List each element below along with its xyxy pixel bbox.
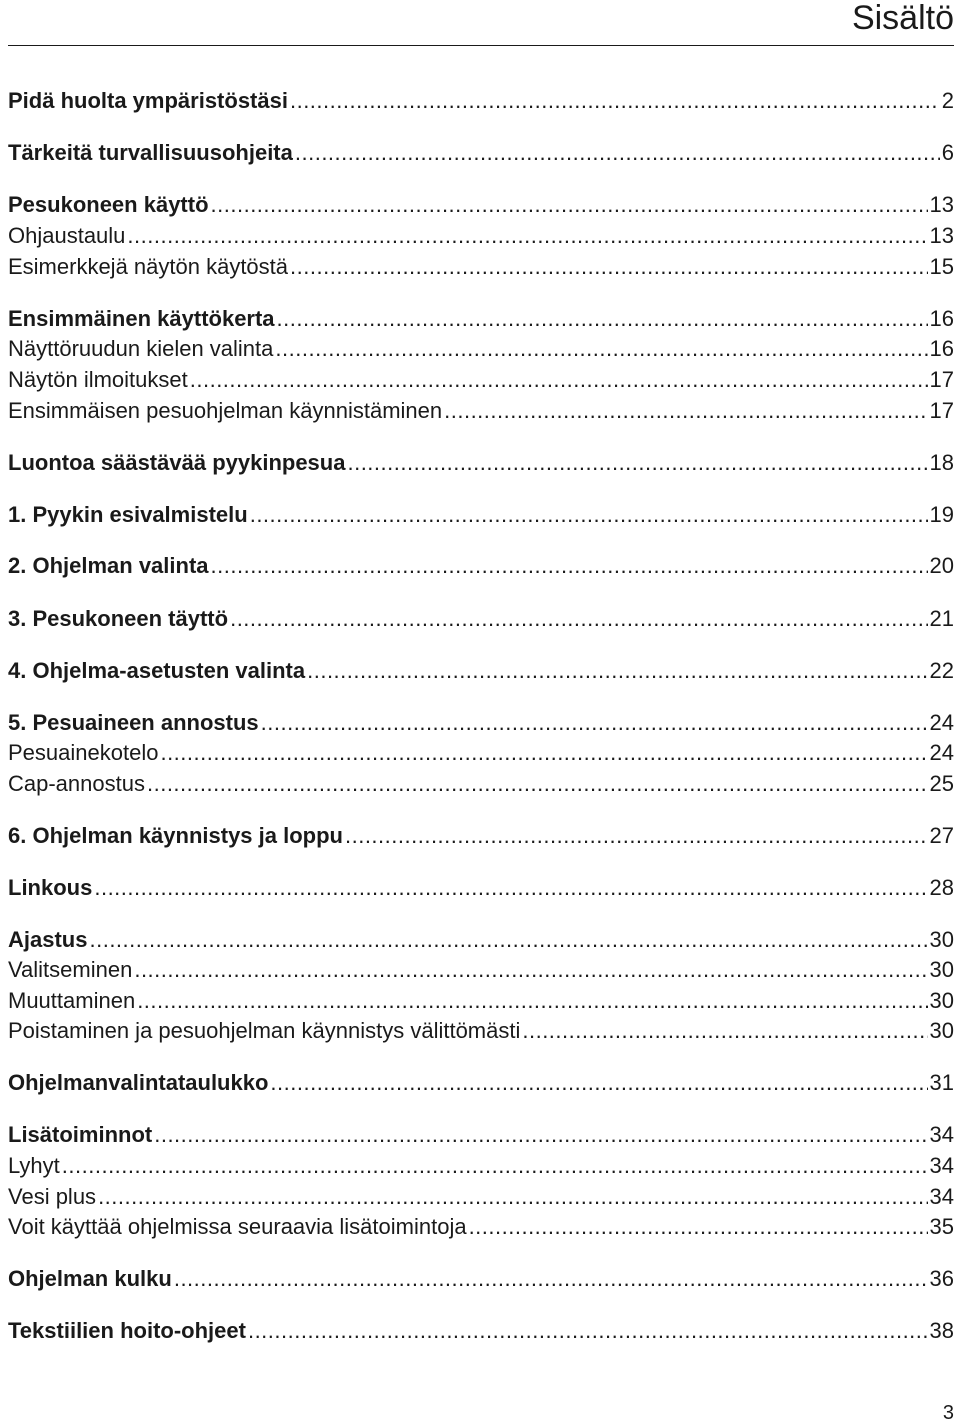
- toc-entry[interactable]: [8, 334, 954, 364]
- toc-leader-dots: [134, 955, 927, 985]
- toc-entry-page: 34: [929, 1184, 954, 1209]
- toc-leader-dots: [469, 1212, 928, 1242]
- toc-entry[interactable]: [8, 190, 954, 220]
- toc-entry-label: Ohjelman kulku: [8, 1266, 172, 1291]
- toc-leader-dots: [211, 190, 928, 220]
- toc-entry[interactable]: [8, 708, 954, 738]
- toc-entry-label: Näytön ilmoitukset: [8, 367, 188, 392]
- toc-entry-page: 13: [929, 223, 954, 248]
- toc-entry-label: Cap-annostus: [8, 771, 145, 796]
- toc-entry[interactable]: [8, 86, 954, 116]
- toc-leader-dots: [290, 252, 927, 282]
- toc-entry[interactable]: [8, 738, 954, 768]
- toc-entry[interactable]: [8, 365, 954, 395]
- toc-leader-dots: [62, 1151, 928, 1181]
- toc-entry-page: 16: [929, 306, 954, 331]
- toc-leader-dots: [160, 738, 927, 768]
- toc-entry-label: 1. Pyykin esivalmistelu: [8, 502, 248, 527]
- toc-leader-dots: [98, 1182, 927, 1212]
- toc-entry[interactable]: [8, 1151, 954, 1181]
- toc-entry-page: 17: [929, 398, 954, 423]
- toc-entry-page: 30: [929, 927, 954, 952]
- toc-entry-page: 16: [929, 336, 954, 361]
- toc-entry-label: Pesuainekotelo: [8, 740, 159, 765]
- toc-entry[interactable]: [8, 769, 954, 799]
- toc-entry-label: Lisätoiminnot: [8, 1122, 153, 1147]
- toc-entry-label: Lyhyt: [8, 1153, 60, 1178]
- toc-entry-label: Ajastus: [8, 927, 88, 952]
- toc-entry[interactable]: [8, 551, 954, 581]
- toc-entry[interactable]: [8, 656, 954, 686]
- toc-entry-page: 15: [929, 254, 954, 279]
- toc-entry-page: 13: [929, 192, 954, 217]
- toc-entry[interactable]: [8, 1016, 954, 1046]
- toc-leader-dots: [261, 708, 928, 738]
- toc-entry-label: Tärkeitä turvallisuusohjeita: [8, 140, 293, 165]
- toc-entry[interactable]: [8, 986, 954, 1016]
- page-title: Sisältö: [851, 0, 954, 37]
- toc-entry-label: Luontoa säästävää pyykinpesua: [8, 450, 346, 475]
- toc-entry-page: 30: [929, 988, 954, 1013]
- toc-entry-page: 24: [929, 740, 954, 765]
- toc-entry-page: 21: [929, 606, 954, 631]
- toc-entry[interactable]: [8, 1316, 954, 1346]
- toc-entry-label: Ensimmäinen käyttökerta: [8, 306, 275, 331]
- toc-leader-dots: [522, 1016, 927, 1046]
- toc-entry-label: Vesi plus: [8, 1184, 97, 1209]
- toc-entry[interactable]: [8, 1264, 954, 1294]
- toc-leader-dots: [345, 821, 928, 851]
- toc-entry-label: Valitseminen: [8, 957, 133, 982]
- toc-leader-dots: [347, 448, 927, 478]
- toc-leader-dots: [290, 86, 940, 116]
- toc-entry[interactable]: [8, 1212, 954, 1242]
- toc-leader-dots: [270, 1068, 927, 1098]
- toc-entry-label: 6. Ohjelman käynnistys ja loppu: [8, 823, 343, 848]
- toc-entry-label: Ensimmäisen pesuohjelman käynnistäminen: [8, 398, 443, 423]
- toc-entry[interactable]: [8, 1182, 954, 1212]
- toc-entry[interactable]: [8, 252, 954, 282]
- toc-leader-dots: [127, 221, 927, 251]
- toc-entry-label: Tekstiilien hoito-ohjeet: [8, 1318, 246, 1343]
- toc-entry-page: 22: [929, 658, 954, 683]
- toc-entry-page: 34: [929, 1122, 954, 1147]
- toc-leader-dots: [174, 1264, 928, 1294]
- toc-entry[interactable]: [8, 955, 954, 985]
- toc-leader-dots: [248, 1316, 928, 1346]
- toc-entry-page: 34: [929, 1153, 954, 1178]
- toc-leader-dots: [250, 500, 928, 530]
- toc-entry-label: Linkous: [8, 875, 93, 900]
- toc-leader-dots: [137, 986, 927, 1016]
- toc-entry-page: 35: [929, 1214, 954, 1239]
- toc-entry-label: Voit käyttää ohjelmissa seuraavia lisätoimintoja: [8, 1214, 467, 1239]
- toc-leader-dots: [444, 396, 927, 426]
- toc-entry[interactable]: [8, 500, 954, 530]
- toc-entry[interactable]: [8, 396, 954, 426]
- toc-leader-dots: [307, 656, 927, 686]
- toc-entry-page: 31: [929, 1070, 954, 1095]
- toc-entry[interactable]: [8, 138, 954, 168]
- toc-entry-page: 19: [929, 502, 954, 527]
- toc-entry[interactable]: [8, 221, 954, 251]
- toc-leader-dots: [295, 138, 940, 168]
- toc-entry-page: 27: [929, 823, 954, 848]
- header-rule: [8, 45, 954, 46]
- toc-entry[interactable]: [8, 821, 954, 851]
- toc-entry[interactable]: [8, 873, 954, 903]
- toc-leader-dots: [230, 604, 927, 634]
- toc-entry-page: 36: [929, 1266, 954, 1291]
- toc-entry-page: 25: [929, 771, 954, 796]
- toc-entry-label: 2. Ohjelman valinta: [8, 553, 209, 578]
- toc-entry-label: Pidä huolta ympäristöstäsi: [8, 88, 288, 113]
- toc-entry-label: Poistaminen ja pesuohjelman käynnistys välittömästi: [8, 1018, 521, 1043]
- page-number: 3: [942, 1402, 954, 1424]
- toc-entry-page: 24: [929, 710, 954, 735]
- toc-entry[interactable]: [8, 448, 954, 478]
- toc-entry-page: 2: [941, 88, 954, 113]
- toc-entry-label: Esimerkkejä näytön käytöstä: [8, 254, 289, 279]
- toc-entry-page: 38: [929, 1318, 954, 1343]
- toc-entry-page: 6: [941, 140, 954, 165]
- toc-entry[interactable]: [8, 1120, 954, 1150]
- toc-entry-page: 17: [929, 367, 954, 392]
- toc-entry[interactable]: [8, 304, 954, 334]
- toc-entry-label: Näyttöruudun kielen valinta: [8, 336, 274, 361]
- toc-entry-label: 5. Pesuaineen annostus: [8, 710, 259, 735]
- toc-entry-page: 18: [929, 450, 954, 475]
- toc-leader-dots: [89, 925, 927, 955]
- toc-entry-label: Ohjaustaulu: [8, 223, 126, 248]
- toc-entry-label: Pesukoneen käyttö: [8, 192, 209, 217]
- toc-entry-page: 20: [929, 553, 954, 578]
- toc-entry[interactable]: [8, 604, 954, 634]
- toc-entry-page: 30: [929, 1018, 954, 1043]
- toc-leader-dots: [147, 769, 928, 799]
- toc-entry-page: 28: [929, 875, 954, 900]
- toc-entry-page: 30: [929, 957, 954, 982]
- toc-leader-dots: [94, 873, 927, 903]
- toc-entry[interactable]: [8, 925, 954, 955]
- toc-entry-label: 3. Pesukoneen täyttö: [8, 606, 229, 631]
- toc-leader-dots: [275, 334, 927, 364]
- toc-entry[interactable]: [8, 1068, 954, 1098]
- toc-leader-dots: [211, 551, 928, 581]
- toc-leader-dots: [277, 304, 928, 334]
- toc-leader-dots: [154, 1120, 927, 1150]
- toc-leader-dots: [190, 365, 928, 395]
- toc-entry-label: Ohjelmanvalintataulukko: [8, 1070, 269, 1095]
- toc-entry-label: 4. Ohjelma-asetusten valinta: [8, 658, 306, 683]
- toc-entry-label: Muuttaminen: [8, 988, 136, 1013]
